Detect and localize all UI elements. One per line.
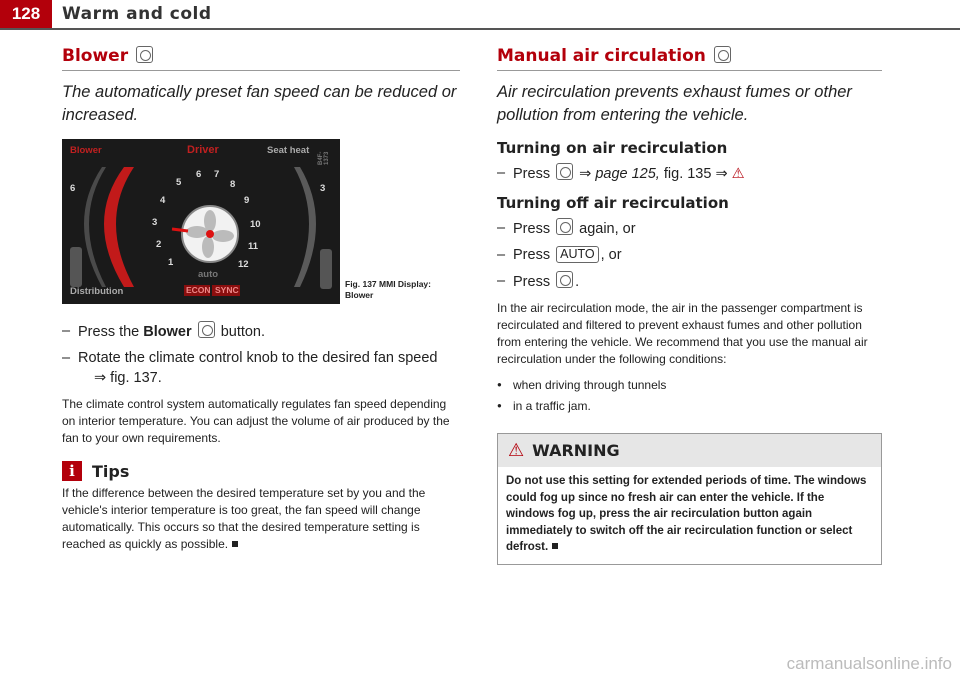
warning-text: Do not use this setting for extended periods of time. The windows could fog up since no fresh air can enter the vehicle. If the windows fog up, press the air recirculation button again immediately to switch off the air recirculation function or select defrost. <box>506 475 867 553</box>
heading-turning-on: Turning on air recirculation <box>497 139 728 157</box>
off-step-recirc <box>497 218 882 239</box>
dial-number-3: 3 <box>152 217 158 228</box>
section-title-text: Blower <box>62 46 129 66</box>
figure-caption-number: Fig. 137 <box>345 279 377 289</box>
end-mark-icon <box>232 541 238 547</box>
info-icon: i <box>62 461 82 481</box>
blower-paragraph: The climate control system automatically regulates fan speed depending on interior temperature. You can adjust the volume of air produced by the fan to your own requirements. <box>62 397 450 445</box>
label-distribution: Distribution <box>70 286 124 297</box>
off-step2-prefix: Press <box>513 247 551 263</box>
dial-number-12: 12 <box>238 259 249 270</box>
left-column <box>62 46 460 561</box>
step1-suffix: button. <box>220 324 266 340</box>
fan-key-icon <box>136 46 153 63</box>
off-step-auto <box>497 245 882 265</box>
warning-title: WARNING <box>532 441 620 460</box>
watermark: carmanualsonline.info <box>786 654 952 673</box>
tips-text: If the difference between the desired temperature set by you and the vehicle's interior temperature is too great, the fan speed will change automatically. This occurs so that the desired temperature setting is reached as quickly as possible. <box>62 486 426 551</box>
figure-caption-text: MMI Display: Blower <box>345 279 431 300</box>
label-seat-heat: Seat heat <box>267 145 310 156</box>
off-step3-prefix: Press <box>513 274 551 290</box>
label-side-left: 6 <box>70 183 76 194</box>
figure-137 <box>62 139 460 311</box>
off-step3-suffix: . <box>575 274 580 290</box>
step-rotate-knob <box>62 348 460 388</box>
off-step1-suffix: again, or <box>579 221 636 237</box>
list-item: ● when driving through tunnels <box>497 376 882 394</box>
warning-box <box>497 433 882 565</box>
dial-number-5: 5 <box>176 177 182 188</box>
label-econ: ECON <box>186 285 211 295</box>
dial-number-2: 2 <box>156 239 162 250</box>
off-steps <box>497 218 882 292</box>
section-lead: The automatically preset fan speed can be reduced or increased. <box>62 83 457 124</box>
page-reference-link[interactable]: page 125, <box>595 166 660 182</box>
step1-bold: Blower <box>143 324 192 340</box>
label-side-right: 3 <box>320 183 326 194</box>
tips-title: Tips <box>92 461 130 481</box>
fan-hub <box>206 230 214 238</box>
section-title-air-circulation <box>497 46 882 71</box>
tips-paragraph <box>62 485 460 553</box>
section-title-blower <box>62 46 460 71</box>
fan-key-icon <box>198 321 215 338</box>
off-step1-prefix: Press <box>513 221 551 237</box>
label-driver: Driver <box>187 144 219 156</box>
figure-reference: fig. 135 ⇒ <box>663 166 728 182</box>
on-step-arrow: ⇒ <box>579 166 592 182</box>
dial-number-9: 9 <box>244 195 250 206</box>
warning-triangle-icon: ⚠ <box>508 440 525 460</box>
recirc-paragraph: In the air recirculation mode, the air in the passenger compartment is recirculated and filtered to prevent exhaust fumes and other pollution from entering the vehicle. We recommend that you use the manual air recirculation under the following conditions: <box>497 301 868 366</box>
label-code: B4F-1373 <box>318 151 330 165</box>
conditions-list <box>497 376 882 415</box>
label-sync: SYNC <box>215 285 239 295</box>
right-column <box>497 46 882 565</box>
off-step-defrost <box>497 271 882 292</box>
dial-number-10: 10 <box>250 219 261 230</box>
dial-number-6: 6 <box>196 169 202 180</box>
tips-header <box>62 461 460 481</box>
label-auto: auto <box>198 269 219 280</box>
dial-number-1: 1 <box>168 257 174 268</box>
end-mark-icon <box>552 543 558 549</box>
dial-number-7: 7 <box>214 169 220 180</box>
defrost-key-icon <box>556 271 573 288</box>
section-title-text: Manual air circulation <box>497 46 706 66</box>
dial-number-4: 4 <box>160 195 166 206</box>
chapter-title: Warm and cold <box>62 4 212 24</box>
page-number: 128 <box>0 0 52 28</box>
step1-prefix: Press the <box>78 324 140 340</box>
header-rule <box>0 28 960 30</box>
step-press-blower <box>62 321 460 342</box>
recirculation-key-icon <box>556 218 573 235</box>
warning-body <box>498 467 881 564</box>
recirculation-key-icon <box>556 163 573 180</box>
step2-text: Rotate the climate control knob to the desired fan speed <box>78 350 438 366</box>
off-step2-suffix: , or <box>600 247 622 263</box>
auto-key: AUTO <box>556 246 599 263</box>
section-lead: Air recirculation prevents exhaust fumes or other pollution from entering the vehicle. <box>497 83 852 124</box>
list-item: ● in a traffic jam. <box>497 397 882 415</box>
step2-ref: ⇒ fig. 137. <box>94 370 162 386</box>
on-step-prefix: Press <box>513 166 551 182</box>
dial-number-8: 8 <box>230 179 236 190</box>
recirculation-key-icon <box>714 46 731 63</box>
figure-caption <box>345 279 460 301</box>
blower-steps <box>62 321 460 388</box>
mmi-display-image <box>62 139 340 304</box>
label-blower: Blower <box>70 145 102 156</box>
on-steps <box>497 163 882 184</box>
dial-number-11: 11 <box>248 241 259 252</box>
step-press-recirc <box>497 163 882 184</box>
warning-header <box>498 434 881 467</box>
heading-turning-off: Turning off air recirculation <box>497 194 729 212</box>
warning-triangle-icon: ⚠ <box>731 166 745 182</box>
